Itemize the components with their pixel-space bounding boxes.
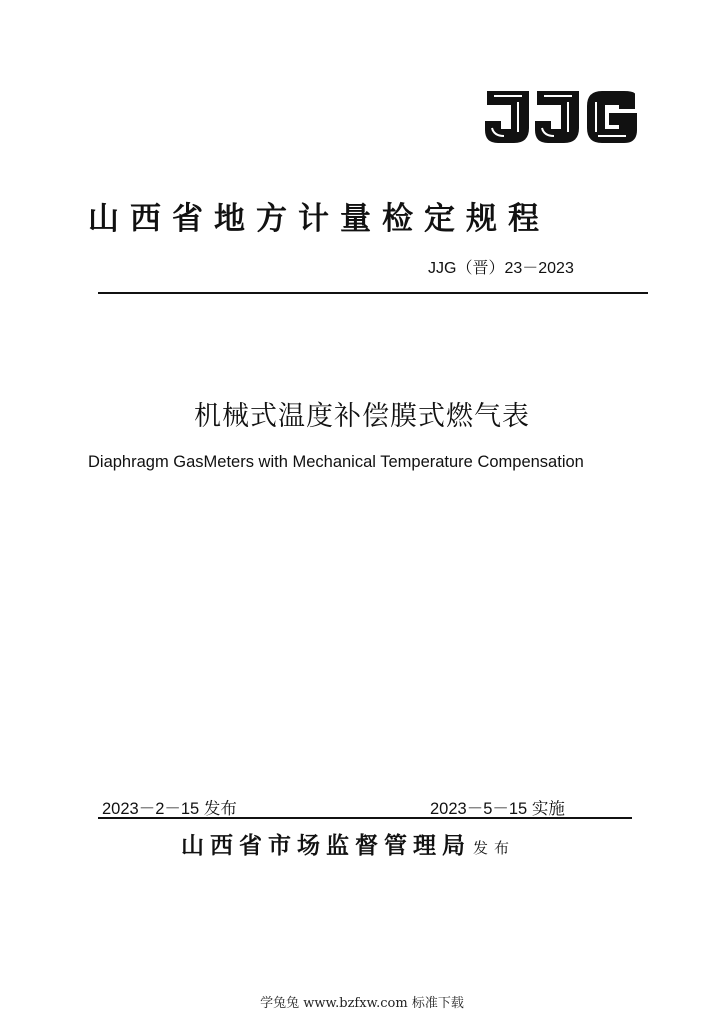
- header-divider: [98, 292, 648, 294]
- regulation-code: JJG（晋）23－2023: [428, 260, 574, 277]
- implementation-date: 2023－5－15 实施: [430, 800, 565, 818]
- footer-watermark: 学兔兔 www.bzfxw.com 标准下载: [260, 996, 464, 1011]
- document-title-english: Diaphragm GasMeters with Mechanical Temperature Compensation: [88, 453, 584, 471]
- issue-date: 2023－2－15 发布: [102, 800, 237, 818]
- jjg-logo-graphic: [484, 88, 640, 146]
- issuer-suffix: 发布: [473, 839, 516, 857]
- regulation-series-title: 山西省地方计量检定规程: [88, 201, 550, 237]
- issuer-name: 山西省市场监督管理局: [181, 832, 471, 859]
- footer-divider: [98, 817, 632, 819]
- jjg-logo: [484, 88, 640, 146]
- issuing-authority: [181, 827, 515, 860]
- document-title-chinese: 机械式温度补偿膜式燃气表: [194, 401, 530, 432]
